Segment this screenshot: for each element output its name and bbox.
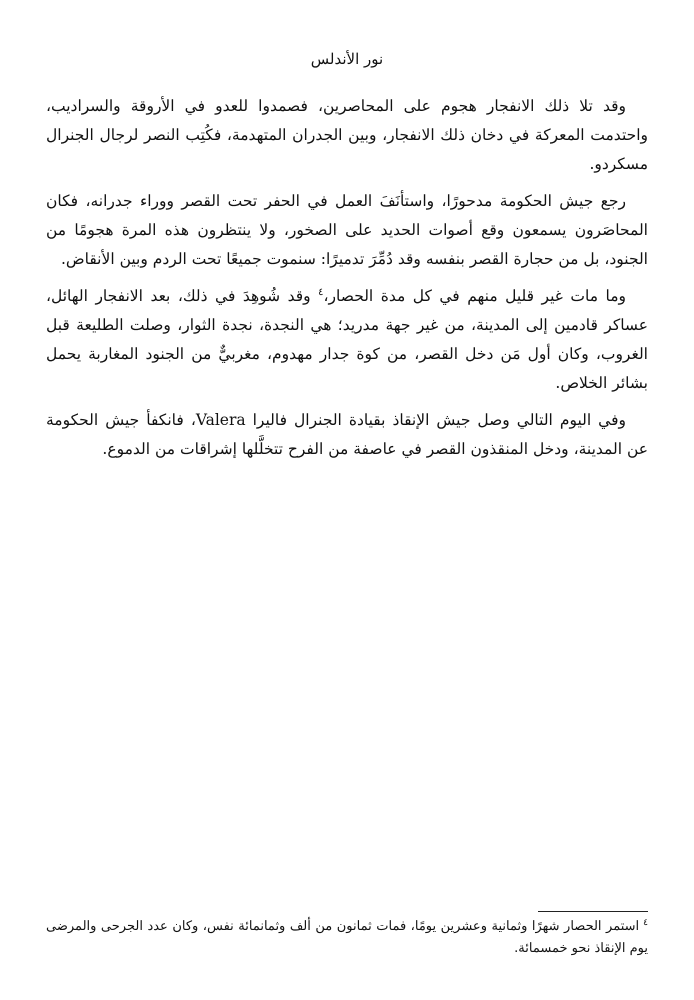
body-text: [46, 92, 648, 472]
paragraph-3-text-after: وقد شُوهِدَ في ذلك، بعد الانفجار الهائل، عساكر قادمين إلى المدينة، من غير جهة مدريد؛ هي النجدة، نجدة الثوار، وصلت الطليعة قبل الغروب، وكان أول مَن دخل القصر، من كوة جدار مهدوم، مغربيٌّ من الجنود المغاربة يحمل بشائر الخلاص.: [46, 287, 648, 392]
paragraph-2: رجع جيش الحكومة مدحورًا، واستأنَفَ العمل في الحفر تحت القصر ووراء جدرانه، فكان المحاصَرون يسمعون وقع أصوات الحديد على الصخور، ولا ينتظرون هذه المرة هجومًا من الجنود، بل من حجارة القصر بنفسه وقد دُمِّرَ تدميرًا: سنموت جميعًا تحت الردم وبين الأنقاض.: [46, 192, 648, 268]
footnote-reference[interactable]: ٤: [318, 286, 324, 298]
footnote-text: استمر الحصار شهرًا وثمانية وعشرين يومًا، فمات ثمانون من ألف وثمانمائة نفس، وكان عدد الجرحى والمرضى يوم الإنقاذ نحو خمسمائة.: [46, 919, 648, 956]
paragraph-3-text-before: وما مات غير قليل منهم في كل مدة الحصار،: [323, 287, 626, 305]
footnote-paragraph: [46, 916, 648, 960]
running-header: نور الأندلس: [310, 50, 384, 68]
footnote-number: ٤: [643, 917, 648, 928]
footnote: [46, 916, 648, 960]
paragraph-4: وفي اليوم التالي وصل جيش الإنقاذ بقيادة الجنرال فاليرا Valera، فانكفأ جيش الحكومة عن المدينة، ودخل المنقذون القصر في عاصفة من الفرح تتخلَّلها إشراقات من الدموع.: [46, 411, 648, 458]
footnote-separator: [538, 911, 648, 912]
paragraph-1: وقد تلا ذلك الانفجار هجوم على المحاصرين، فصمدوا للعدو في الأروقة والسراديب، واحتدمت المعركة في دخان ذلك الانفجار، وبين الجدران المتهدمة، فكُتِب النصر لرجال الجنرال مسكردو.: [46, 97, 648, 173]
paragraph-3: [46, 282, 648, 398]
